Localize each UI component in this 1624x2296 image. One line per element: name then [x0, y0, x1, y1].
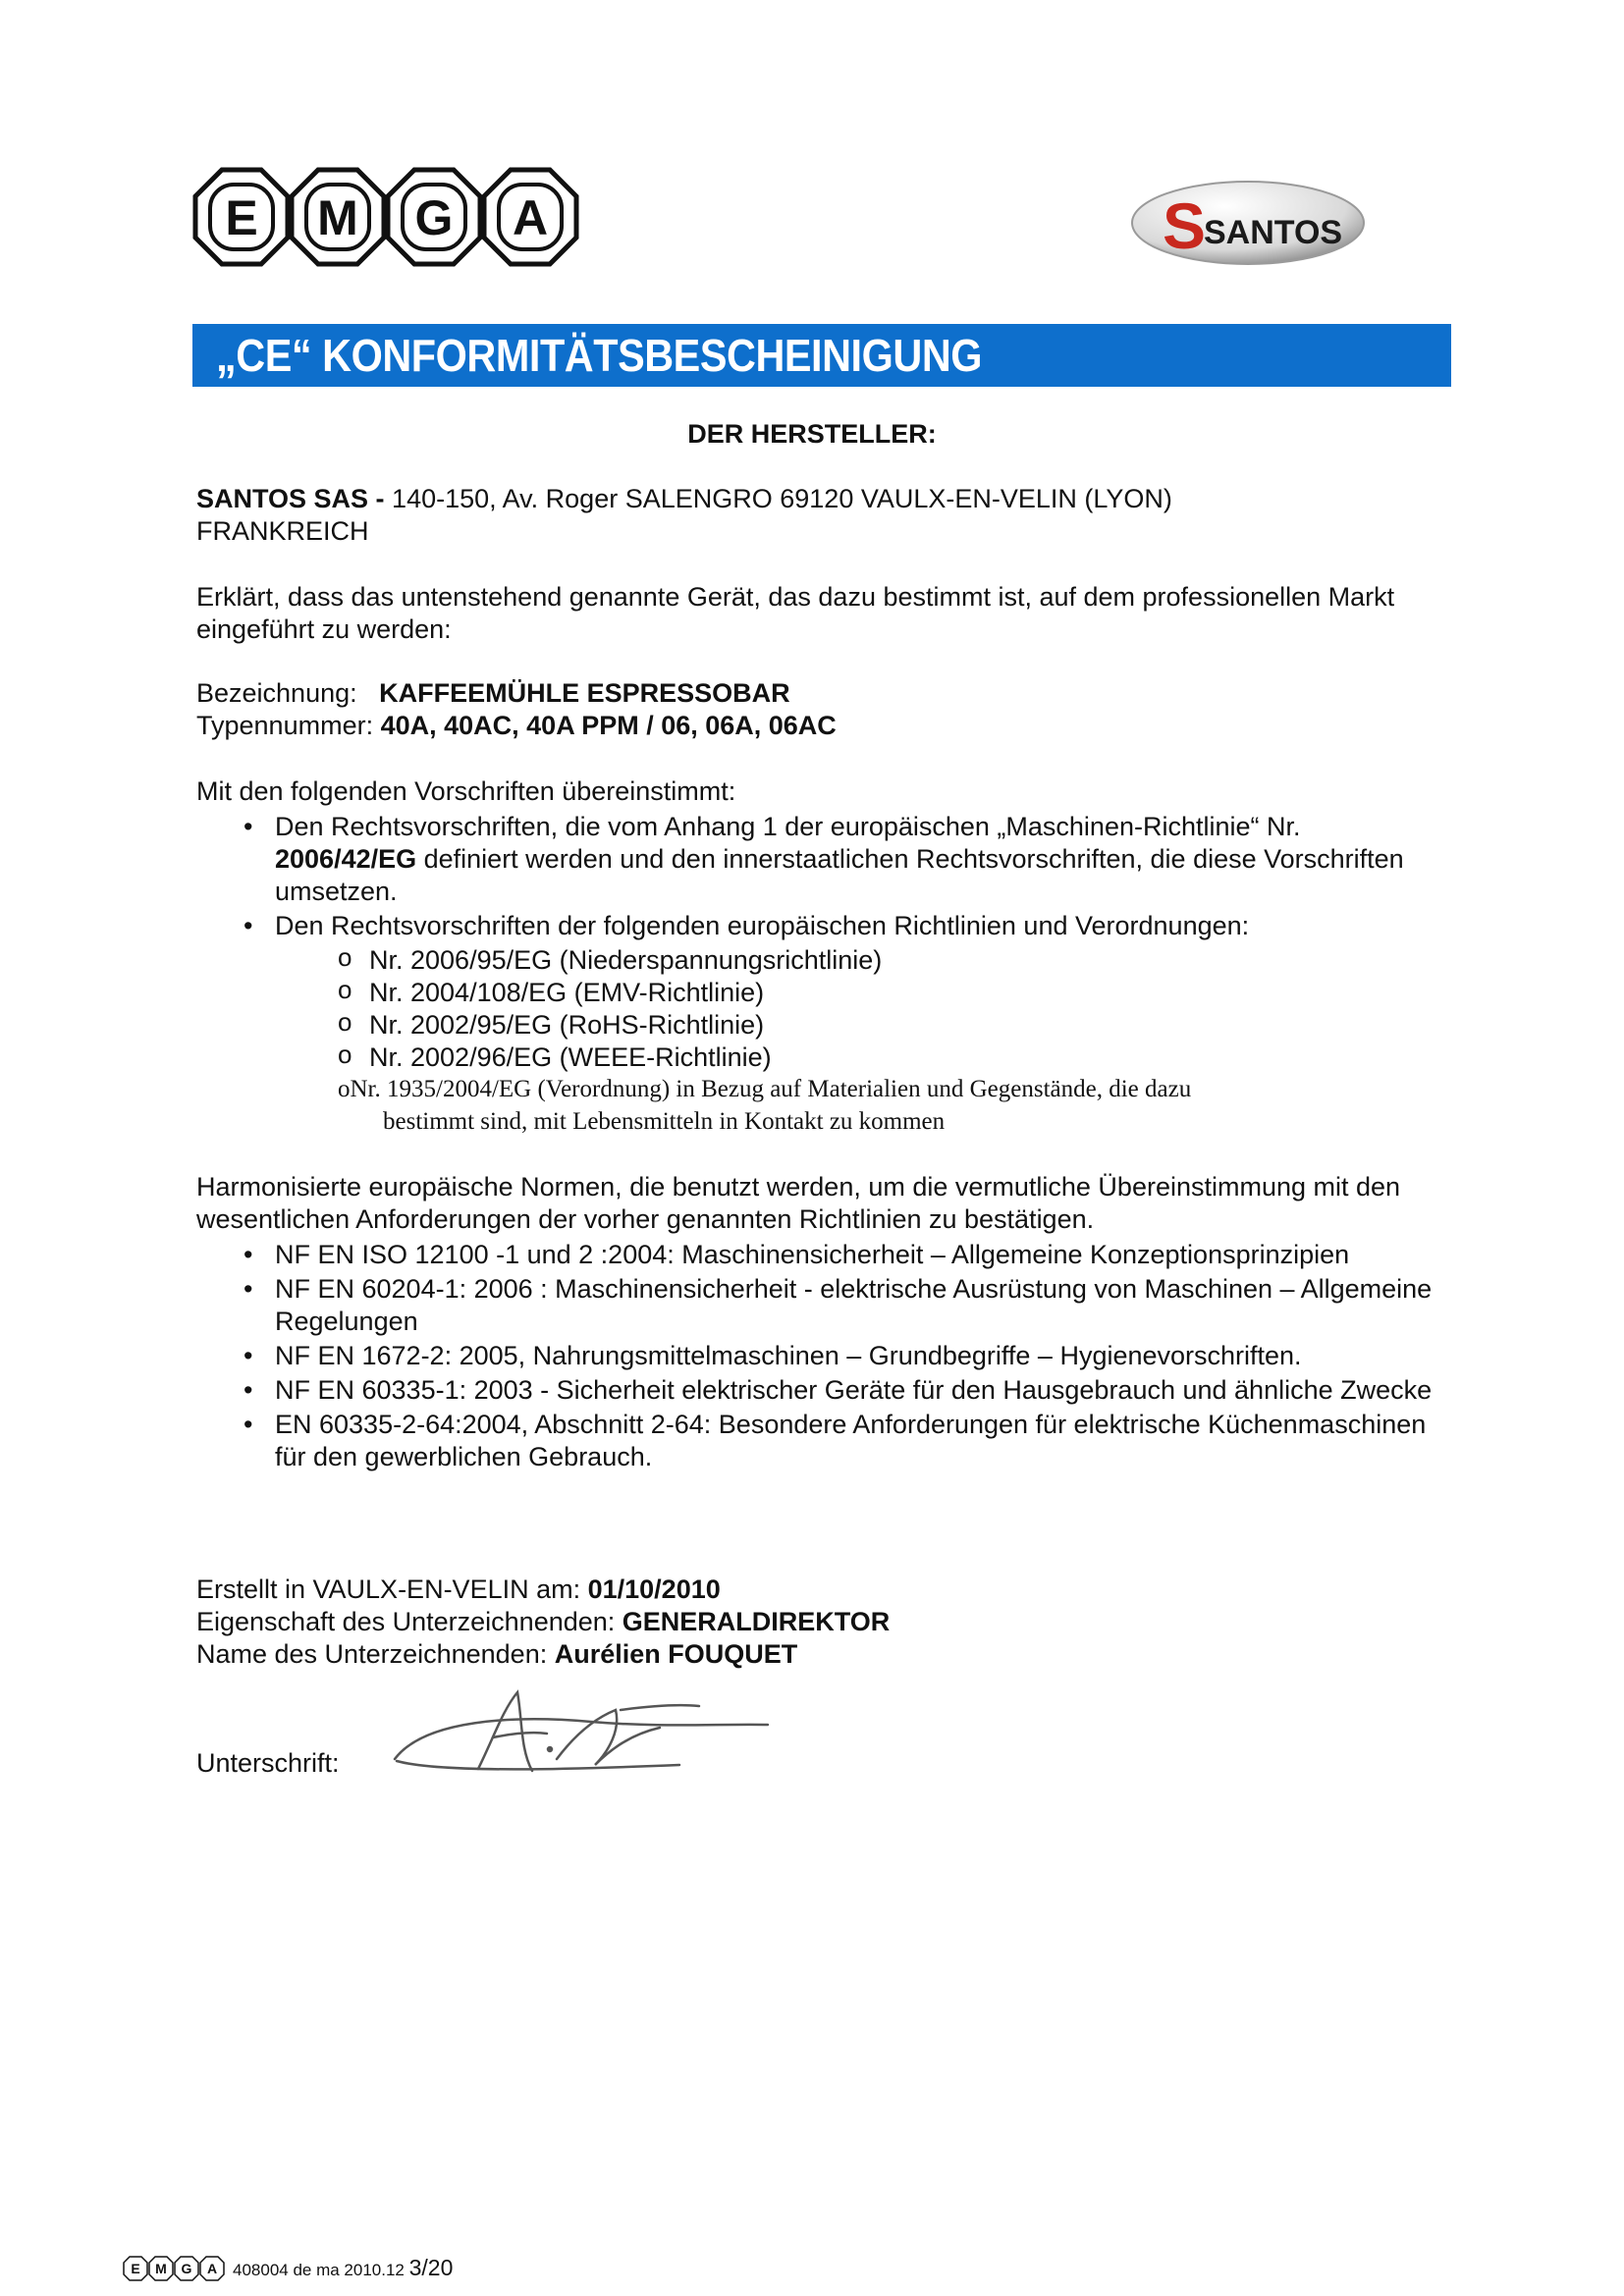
list-item: • NF EN 60335-1: 2003 - Sicherheit elektrischer Geräte für den Hausgebrauch und ähnliche Zwecke	[230, 1374, 1447, 1407]
list-item: • NF EN 1672-2: 2005, Nahrungsmittelmaschinen – Grundbegriffe – Hygienevorschriften.	[230, 1340, 1447, 1372]
type-label: Typennummer:	[196, 710, 374, 740]
title-banner	[192, 324, 1451, 387]
svg-text:A: A	[206, 2260, 218, 2276]
list-item: • EN 60335-2-64:2004, Abschnitt 2-64: Besondere Anforderungen für elektrische Küchenmaschinen für den gewerblichen Gebrauch.	[230, 1409, 1447, 1473]
list-item: o Nr. 2004/108/EG (EMV-Richtlinie)	[338, 977, 1418, 1009]
santos-logo	[1125, 167, 1371, 283]
svg-text:G: G	[181, 2260, 192, 2276]
norms-intro: Harmonisierte europäische Normen, die benutzt werden, um die vermutliche Übereinstimmung mit den wesentlichen Anforderungen der vorher genannten Richtlinien zu bestätigen.	[196, 1172, 1401, 1234]
emga-footer-logo	[123, 2256, 225, 2287]
list-item: • NF EN 60204-1: 2006 : Maschinensicherheit - elektrische Ausrüstung von Maschinen – Allgemeine Regelungen	[230, 1273, 1447, 1338]
footer	[123, 2254, 453, 2286]
list-item: • NF EN ISO 12100 -1 und 2 :2004: Maschinensicherheit – Allgemeine Konzeptionsprinzipien	[230, 1239, 1447, 1271]
list-item: o Nr. 2002/95/EG (RoHS-Richtlinie)	[338, 1009, 1418, 1041]
designation-value: KAFFEEMÜHLE ESPRESSOBAR	[379, 678, 790, 708]
regulations-list	[230, 811, 1437, 942]
declaration-text: Erklärt, dass das untenstehend genannte Gerät, das dazu bestimmt ist, auf dem professionellen Markt eingeführt zu werden:	[196, 582, 1395, 644]
document-title: „CE“ KONFORMITÄTSBESCHEINIGUNG	[216, 330, 983, 381]
page-number: 3/20	[408, 2255, 454, 2280]
product-block	[196, 677, 1463, 742]
signature-label: Unterschrift:	[196, 1748, 340, 1778]
manufacturer-name: SANTOS SAS -	[196, 484, 393, 513]
issue-date: 01/10/2010	[587, 1575, 721, 1604]
manufacturer-country: FRANKREICH	[196, 515, 369, 546]
place-date-line: Erstellt in VAULX-EN-VELIN am: 01/10/2010	[196, 1575, 721, 1604]
svg-text:E: E	[131, 2260, 140, 2276]
emga-letter-g: G	[414, 190, 454, 245]
list-item: o Nr. 2006/95/EG (Niederspannungsrichtlinie)	[338, 944, 1418, 977]
section-heading: DER HERSTELLER:	[687, 419, 937, 449]
list-item: • Den Rechtsvorschriften, die vom Anhang 1 der europäischen „Maschinen-Richtlinie“ Nr. 2006/42/EG definiert werden und den innerstaatlichen Rechtsvorschriften, die diese Vorschriften umsetzen.	[230, 811, 1437, 908]
document-reference: 408004 de ma 2010.12	[233, 2261, 405, 2279]
svg-text:M: M	[155, 2260, 167, 2276]
handwritten-signature	[385, 1681, 778, 1796]
food-contact-regulation: oNr. 1935/2004/EG (Verordnung) in Bezug auf Materialien und Gegenstände, die dazu bestimmt sind, mit Lebensmitteln in Kontakt zu kommen	[338, 1076, 1192, 1135]
svg-text:S: S	[1163, 189, 1207, 262]
signer-name: Aurélien FOUQUET	[554, 1639, 798, 1669]
capacity-line: Eigenschaft des Unterzeichnenden: GENERALDIREKTOR	[196, 1607, 891, 1636]
emga-letter-a: A	[512, 190, 549, 245]
manufacturer-block	[196, 483, 1463, 548]
designation-label: Bezeichnung:	[196, 678, 357, 708]
norms-list	[230, 1239, 1447, 1475]
signer-line: Name des Unterzeichnenden: Aurélien FOUQUET	[196, 1639, 798, 1669]
santos-logo-text: SANTOS	[1204, 214, 1343, 251]
manufacturer-address: 140-150, Av. Roger SALENGRO 69120 VAULX-EN-VELIN (LYON)	[392, 484, 1172, 513]
regulations-intro: Mit den folgenden Vorschriften übereinstimmt:	[196, 776, 736, 806]
emga-letter-m: M	[317, 190, 358, 245]
emga-letter-e: E	[225, 190, 258, 245]
directive-list	[338, 944, 1418, 1074]
signer-capacity: GENERALDIREKTOR	[622, 1607, 891, 1636]
list-item: o Nr. 2002/96/EG (WEEE-Richtlinie)	[338, 1041, 1418, 1074]
list-item: • Den Rechtsvorschriften der folgenden europäischen Richtlinien und Verordnungen:	[230, 910, 1437, 942]
type-value: 40A, 40AC, 40A PPM / 06, 06A, 06AC	[380, 710, 837, 740]
emga-logo	[192, 167, 579, 275]
